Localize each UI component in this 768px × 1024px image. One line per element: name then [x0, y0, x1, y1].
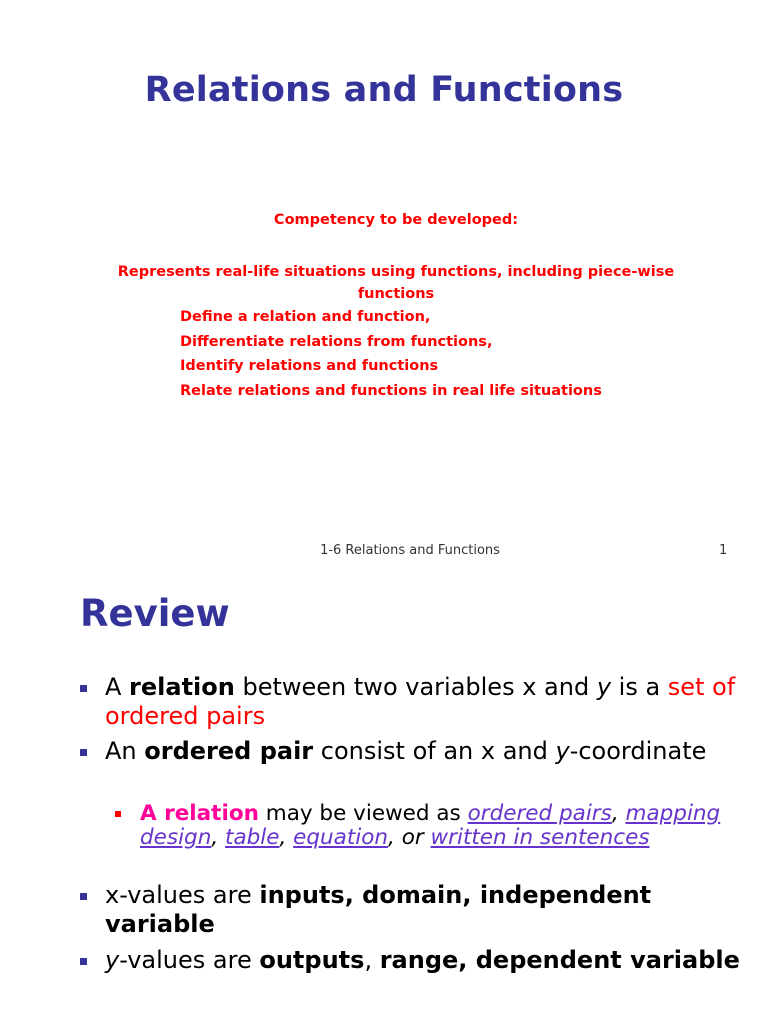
sub-bullet-text: A relation may be viewed as ordered pairs, mapping design, table, equation, or written in sentences [140, 801, 721, 850]
sub-bullet-relation-views [115, 802, 725, 850]
link-equation[interactable]: equation [293, 825, 389, 850]
bullet-x-values [80, 881, 740, 939]
bullet-text: An ordered pair consist of an x and y-coordinate [105, 737, 707, 765]
bullet-text: x-values are inputs, domain, independent variable [105, 881, 652, 938]
link-ordered-pairs[interactable]: ordered pairs [467, 801, 612, 826]
link-mapping-design[interactable]: mapping design [140, 801, 721, 850]
objective-item: Differentiate relations from functions, [180, 333, 493, 350]
slide-footer: 1-6 Relations and Functions [320, 543, 500, 558]
square-bullet-icon [80, 749, 87, 756]
link-table[interactable]: table [225, 825, 280, 850]
square-bullet-icon [80, 958, 87, 965]
bullet-y-values [80, 946, 740, 975]
page-number: 1 [719, 543, 728, 558]
bullet-ordered-pair [80, 737, 740, 766]
review-title: Review [80, 592, 230, 635]
square-bullet-icon [80, 685, 87, 692]
objective-item: Define a relation and function, [180, 309, 431, 325]
square-bullet-icon [115, 811, 121, 817]
slide-2 [0, 576, 768, 1024]
objective-item: Relate relations and functions in real life situations [180, 382, 602, 399]
bullet-text: A relation between two variables x and y is a set of ordered pairs [105, 673, 736, 730]
slide-title: Relations and Functions [144, 70, 624, 110]
objective-item: Identify relations and functions [180, 358, 439, 374]
competency-description: Represents real-life situations using functions, including piece-wise functions [117, 264, 675, 302]
objectives-list [180, 305, 602, 403]
bullet-relation [80, 673, 740, 731]
competency-heading: Competency to be developed: [273, 212, 519, 228]
bullet-text: y-values are outputs, range, dependent variable [105, 946, 740, 974]
link-written-in-sentences[interactable]: written in sentences [430, 825, 650, 850]
square-bullet-icon [80, 893, 87, 900]
